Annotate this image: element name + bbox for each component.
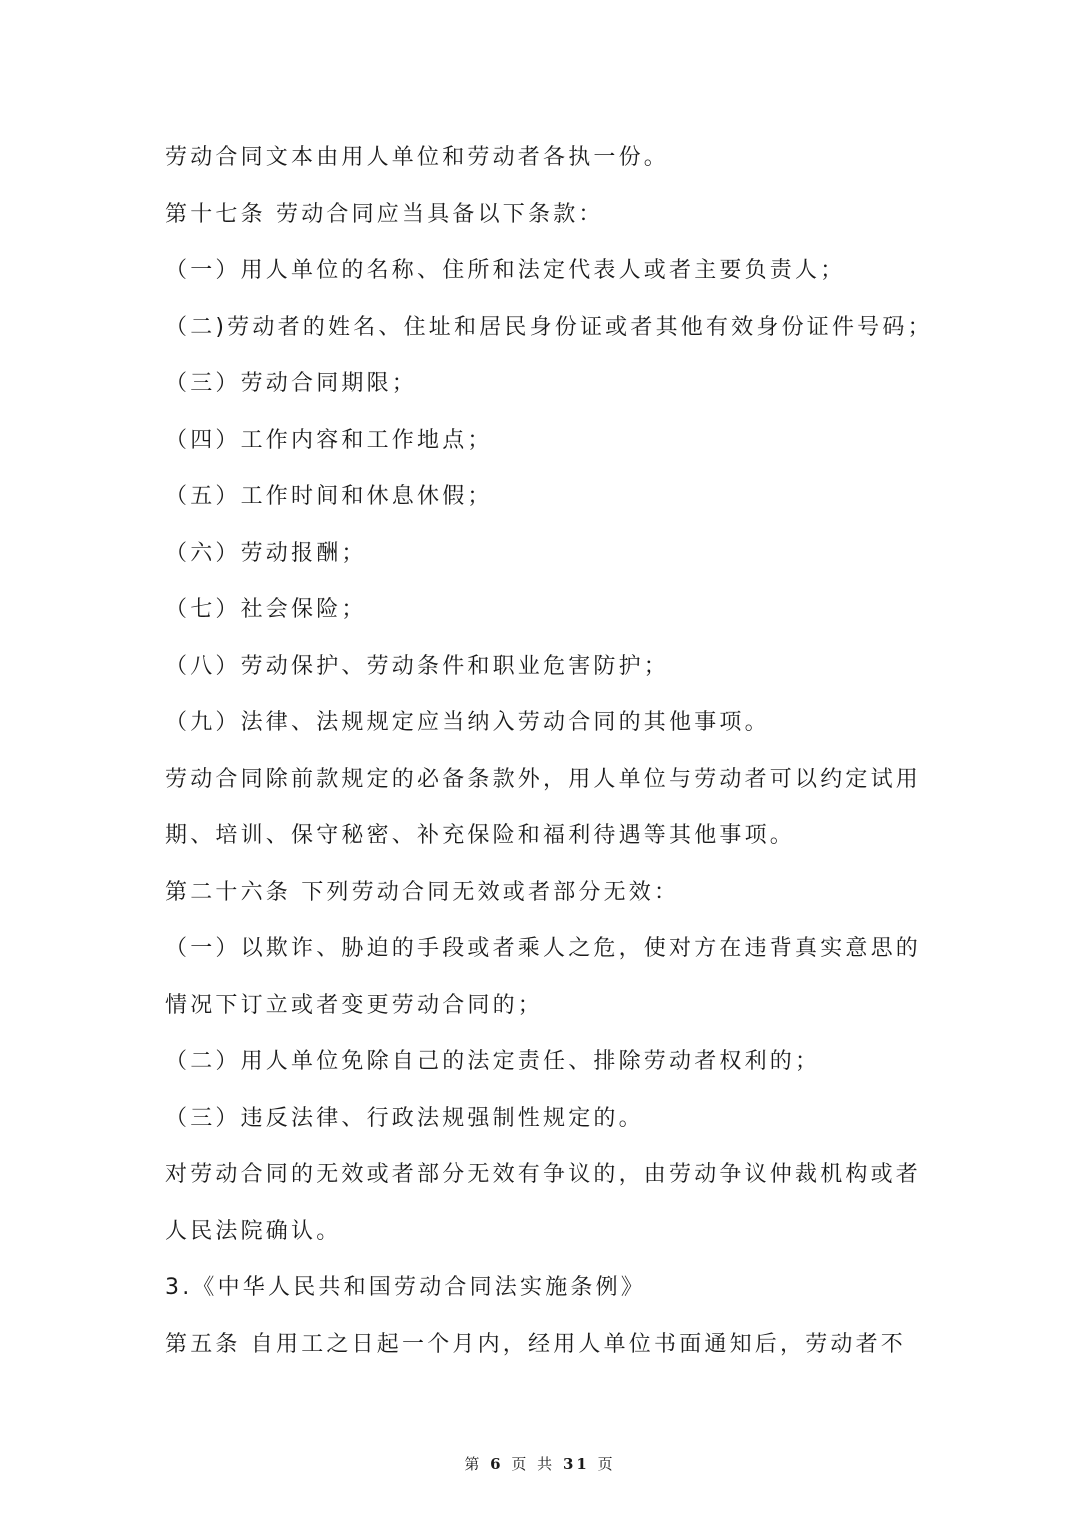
footer-suffix: 页: [597, 1455, 616, 1473]
section-heading: 3.《中华人民共和国劳动合同法实施条例》: [165, 1275, 646, 1300]
clause-item: （九）法律、法规规定应当纳入劳动合同的其他事项。: [165, 710, 770, 735]
document-body: [165, 130, 933, 1373]
clause-item: （七）社会保险；: [165, 597, 367, 622]
text-line: 劳动合同除前款规定的必备条款外，用人单位与劳动者可以约定试用: [165, 766, 922, 792]
clause-item: （一）用人单位的名称、住所和法定代表人或者主要负责人；: [165, 258, 846, 283]
text-line: 期、培训、保守秘密、补充保险和福利待遇等其他事项。: [165, 823, 796, 848]
article-heading: 第十七条 劳动合同应当具备以下条款：: [165, 201, 604, 227]
article-heading: 第五条 自用工之日起一个月内，经用人单位书面通知后，劳动者不: [165, 1331, 906, 1357]
clause-item: （八）劳动保护、劳动条件和职业危害防护；: [165, 653, 670, 679]
text-line: 对劳动合同的无效或者部分无效有争议的，由劳动争议仲裁机构或者: [165, 1162, 922, 1187]
text-line: 情况下订立或者变更劳动合同的；: [165, 992, 544, 1018]
total-page-number: 31: [562, 1455, 590, 1473]
article-heading: 第二十六条 下列劳动合同无效或者部分无效：: [165, 879, 680, 905]
clause-item: （三）违反法律、行政法规强制性规定的。: [165, 1105, 644, 1131]
clause-item: （六）劳动报酬；: [165, 540, 367, 566]
footer-middle: 页 共: [511, 1455, 556, 1473]
clause-item: （一）以欺诈、胁迫的手段或者乘人之危，使对方在违背真实意思的: [165, 936, 922, 961]
clause-item: （三）劳动合同期限；: [165, 371, 418, 396]
current-page-number: 6: [490, 1455, 504, 1473]
clause-item: （二)劳动者的姓名、住址和居民身份证或者其他有效身份证件号码；: [165, 314, 933, 340]
clause-item: （四）工作内容和工作地点；: [165, 427, 493, 453]
text-line: 人民法院确认。: [165, 1218, 342, 1244]
clause-item: （五）工作时间和休息休假；: [165, 484, 493, 509]
footer-prefix: 第: [464, 1455, 483, 1473]
page-footer: [0, 1453, 1080, 1474]
clause-item: （二）用人单位免除自己的法定责任、排除劳动者权利的；: [165, 1049, 821, 1074]
text-line: 劳动合同文本由用人单位和劳动者各执一份。: [165, 145, 670, 170]
